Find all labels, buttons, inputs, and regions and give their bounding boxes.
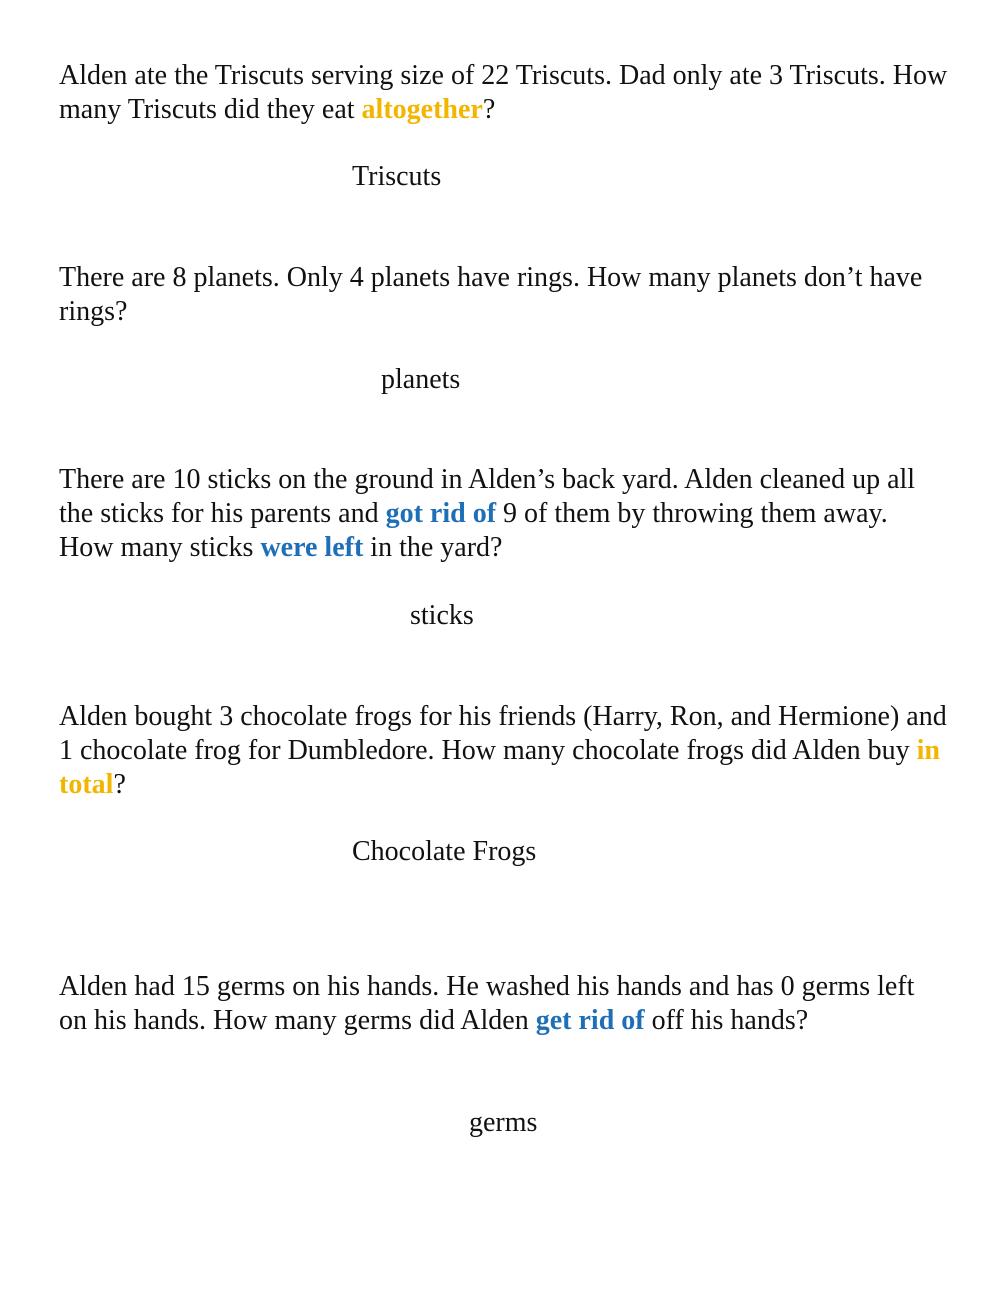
problem-4-answer-unit: Chocolate Frogs bbox=[352, 836, 537, 867]
problem-1-text-part-1: Alden ate the Triscuts serving size of 22 Triscuts. Dad only ate 3 Triscuts. How many Triscuts did they eat bbox=[59, 60, 948, 125]
problem-3-keyword-were-left: were left bbox=[260, 532, 364, 563]
problem-5-answer-unit: germs bbox=[469, 1107, 538, 1138]
problem-1-keyword-altogether: altogether bbox=[361, 94, 483, 125]
problem-1-text-part-2: ? bbox=[482, 94, 496, 125]
problem-4-text-part-2: ? bbox=[113, 769, 126, 800]
problem-4-keyword-in-total: in total bbox=[59, 735, 941, 800]
problem-5-keyword-get-rid-of: get rid of bbox=[535, 1005, 645, 1036]
problem-3-keyword-got-rid-of: got rid of bbox=[385, 498, 497, 529]
problem-3-text bbox=[59, 463, 949, 565]
problem-4-text bbox=[59, 700, 949, 802]
problem-2-text bbox=[59, 261, 949, 329]
problem-3-text-part-3: in the yard? bbox=[363, 532, 503, 563]
problem-2-answer-unit: planets bbox=[381, 364, 461, 395]
problem-5-text bbox=[59, 970, 949, 1038]
problem-4-text-part-1: Alden bought 3 chocolate frogs for his friends (Harry, Ron, and Hermione) and 1 chocolate frog for Dumbledore. How many chocolate frogs did Alden buy bbox=[59, 701, 947, 766]
problem-3-text-part-2: 9 of them by throwing them away. How many sticks bbox=[59, 498, 888, 563]
problem-5-text-part-1: Alden had 15 germs on his hands. He washed his hands and has 0 germs left on his hands. How many germs did Alden bbox=[59, 971, 915, 1036]
problem-5-text-part-2: off his hands? bbox=[644, 1005, 809, 1036]
problem-1-text bbox=[59, 59, 949, 127]
problem-2-text-part-1: There are 8 planets. Only 4 planets have rings. How many planets don’t have rings? bbox=[59, 262, 923, 327]
problem-3-answer-unit: sticks bbox=[410, 600, 474, 631]
problem-3-text-part-1: There are 10 sticks on the ground in Alden’s back yard. Alden cleaned up all the sticks for his parents and bbox=[59, 464, 916, 529]
problem-1-answer-unit: Triscuts bbox=[352, 161, 442, 192]
